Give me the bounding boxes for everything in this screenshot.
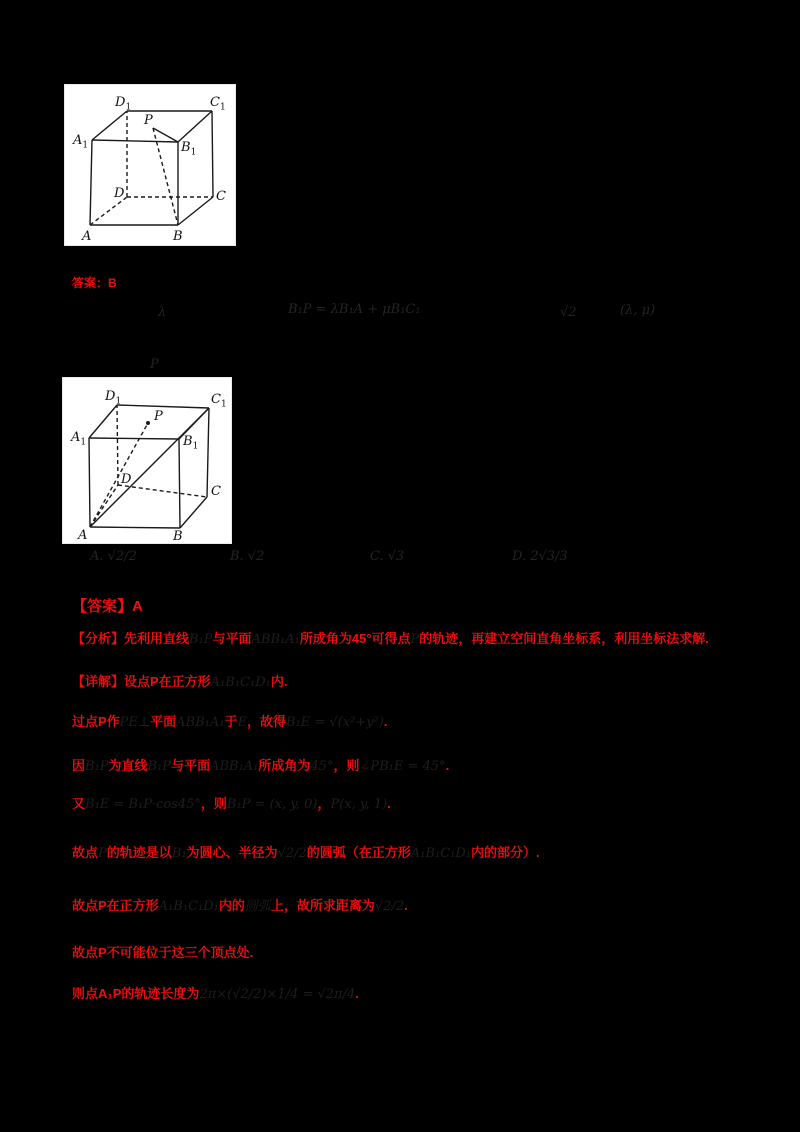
cube-solid-edge xyxy=(90,527,180,528)
cube-figure-2 xyxy=(63,378,231,543)
cube-solid-edge xyxy=(92,140,178,142)
solution-line-8-seg-red: . xyxy=(355,986,359,1001)
vertex-label-d1: $D_1$ xyxy=(105,389,122,407)
solution-line-8 xyxy=(72,986,359,1003)
solution-line-6-seg-math: √2/2 xyxy=(374,899,405,914)
analysis-line-seg-math: B₁P xyxy=(189,632,213,647)
solution-line-5-seg-math: P xyxy=(98,846,107,861)
solution-line-8-seg-math: 2π×(√2/2)×1/4 = √2π/4 xyxy=(199,987,356,1002)
vertex-label-d1: $D_1$ xyxy=(115,95,132,113)
solution-line-2-seg-math: B₁E = √(x²+y²) xyxy=(286,715,384,730)
answer-small-line xyxy=(72,276,117,291)
cube-solid-edge xyxy=(89,405,117,438)
cube-solid-edge xyxy=(178,111,212,142)
solution-line-4-seg-red: 又 xyxy=(72,796,86,811)
solution-line-7-seg-red: 故点P不可能位于这三个顶点处. xyxy=(72,945,254,960)
vertex-label-c1: $C_1$ xyxy=(211,392,227,410)
faint-fragment: C. √3 xyxy=(370,549,405,564)
detail-line-seg-red: 【详解】设点P在正方形 xyxy=(72,674,211,689)
solution-line-6-seg-red: 上，故所求距离为 xyxy=(270,898,375,913)
point-p-dot xyxy=(146,421,150,425)
solution-line-3-seg-math: B₁P xyxy=(85,759,109,774)
vertex-label-a1: $A_1$ xyxy=(73,133,89,151)
cube-solid-edge xyxy=(153,128,178,142)
analysis-line-seg-math: ABB₁A₁ xyxy=(251,632,300,647)
vertex-label-p: P xyxy=(144,113,153,128)
cube-solid-edge xyxy=(180,497,207,528)
cube-solid-edge xyxy=(89,438,90,527)
solution-line-3-seg-math: 45° xyxy=(310,759,334,774)
solution-line-6-seg-red: . xyxy=(404,898,408,913)
solution-line-6 xyxy=(72,898,408,915)
detail-line-seg-red: 内. xyxy=(270,674,288,689)
cube-dashed-edge xyxy=(117,405,118,485)
solution-line-2 xyxy=(72,714,387,731)
faint-fragment: √2 xyxy=(560,305,577,320)
solution-line-3-seg-math: ∠PB₁E = 45° xyxy=(359,759,446,774)
faint-fragment: A. √2/2 xyxy=(90,549,137,564)
answer-label-line-seg-red: 【答案】A xyxy=(72,598,143,615)
faint-fragment: B₁P = λB₁A + μB₁C₁ xyxy=(288,302,421,317)
cube-figure-1 xyxy=(65,85,235,245)
solution-line-4 xyxy=(72,796,391,813)
analysis-line-seg-math: P xyxy=(410,632,420,647)
detail-line xyxy=(72,674,287,691)
cube-solid-edge xyxy=(178,197,213,225)
vertex-label-b1: $B_1$ xyxy=(183,434,199,452)
vertex-label-p: P xyxy=(154,409,163,424)
solution-line-3-seg-math: ABB₁A₁ xyxy=(210,759,259,774)
solution-line-3-seg-red: 与平面 xyxy=(171,758,211,773)
cube-solid-edge xyxy=(207,408,209,497)
cube-solid-edge xyxy=(212,111,213,197)
solution-line-6-seg-math: A₁B₁C₁D₁ xyxy=(158,899,219,914)
solution-line-5-seg-red: 的圆弧（在正方形 xyxy=(306,845,411,860)
vertex-label-b: B xyxy=(173,229,183,244)
solution-line-2-seg-red: ，故得 xyxy=(246,714,286,729)
cube-solid-edge xyxy=(90,140,92,225)
solution-line-3-seg-red: 所成角为 xyxy=(258,758,311,773)
vertex-label-d: D xyxy=(121,472,132,487)
solution-line-3-seg-red: ，则 xyxy=(333,758,360,773)
cube-dashed-edge xyxy=(90,197,127,225)
detail-line-seg-math: A₁B₁C₁D₁ xyxy=(210,675,271,690)
solution-line-8-seg-red: 则点A₁P的轨迹长度为 xyxy=(72,986,200,1001)
answer-small-line-seg-red: 答案：B xyxy=(72,276,117,290)
solution-line-2-seg-red: 平面 xyxy=(150,714,177,729)
faint-fragment: P xyxy=(150,357,159,372)
faint-fragment: D. 2√3/3 xyxy=(512,549,568,564)
vertex-label-a: A xyxy=(82,229,92,244)
solution-line-5 xyxy=(72,845,540,862)
analysis-line-seg-red: 与平面 xyxy=(212,631,252,646)
solution-line-3-seg-red: 为直线 xyxy=(108,758,148,773)
solution-line-4-seg-red: ，则 xyxy=(200,796,227,811)
cube-solid-edge xyxy=(117,405,209,408)
solution-line-2-seg-red: . xyxy=(383,714,388,729)
solution-line-4-seg-math: P(x, y, 1) xyxy=(330,797,388,812)
vertex-label-c: C xyxy=(216,189,226,204)
answer-label-line xyxy=(72,598,143,617)
analysis-line-seg-red: 【分析】先利用直线 xyxy=(72,631,190,646)
cube-solid-edge xyxy=(90,408,209,527)
solution-line-5-seg-red: 故点 xyxy=(72,845,99,860)
solution-line-2-seg-red: 过点P作 xyxy=(72,714,120,729)
solution-line-6-seg-red: 内的 xyxy=(218,898,245,913)
cube-solid-edge xyxy=(179,439,180,528)
solution-line-6-seg-math: 圆弧 xyxy=(244,899,271,914)
solution-line-3-seg-math: B₁P xyxy=(147,759,172,774)
solution-line-5-seg-math: √2/2 xyxy=(277,846,307,861)
solution-line-2-seg-red: 于 xyxy=(224,714,238,729)
cube-solid-edge xyxy=(89,438,179,439)
solution-line-4-seg-red: . xyxy=(387,796,391,811)
solution-line-4-seg-math: B₁E = B₁P·cos45° xyxy=(85,797,201,812)
analysis-line xyxy=(72,631,709,648)
cube-solid-edge xyxy=(92,111,127,140)
analysis-line-seg-red: 的轨迹，再建立空间直角坐标系，利用坐标法求解. xyxy=(419,631,709,646)
faint-fragment: B. √2 xyxy=(230,549,265,564)
solution-line-5-seg-red: 为圆心、半径为 xyxy=(186,845,278,860)
solution-line-3-seg-red: . xyxy=(445,758,450,773)
solution-line-3-seg-red: 因 xyxy=(72,758,86,773)
vertex-label-a1: $A_1$ xyxy=(71,430,87,448)
solution-line-2-seg-math: ABB₁A₁ xyxy=(176,715,225,730)
solution-line-2-seg-math: PE⊥ xyxy=(119,715,151,730)
solution-line-5-seg-math: A₁B₁C₁D₁ xyxy=(410,846,471,861)
vertex-label-c: C xyxy=(211,484,221,499)
faint-fragment: λ xyxy=(158,305,167,320)
vertex-label-b: B xyxy=(173,529,183,544)
solution-line-4-seg-red: ， xyxy=(317,796,331,811)
vertex-label-a: A xyxy=(78,528,88,543)
faint-fragment: (λ, μ) xyxy=(620,303,656,318)
solution-line-5-seg-red: 的轨迹是以 xyxy=(106,845,172,860)
solution-line-6-seg-red: 故点P在正方形 xyxy=(72,898,159,913)
analysis-line-seg-red: 所成角为45°可得点 xyxy=(299,631,411,646)
solution-line-5-seg-red: 内的部分）. xyxy=(470,845,540,860)
cube-figure-2-drawing xyxy=(63,378,231,543)
solution-line-7 xyxy=(72,945,253,961)
solution-line-3 xyxy=(72,758,449,775)
solution-line-5-seg-math: B₁ xyxy=(171,846,187,861)
solution-line-4-seg-math: B₁P = (x, y, 0) xyxy=(226,797,318,812)
solution-line-2-seg-math: E xyxy=(237,715,247,730)
vertex-label-b1: $B_1$ xyxy=(181,140,197,158)
vertex-label-c1: $C_1$ xyxy=(210,95,226,113)
vertex-label-d: D xyxy=(114,186,125,201)
